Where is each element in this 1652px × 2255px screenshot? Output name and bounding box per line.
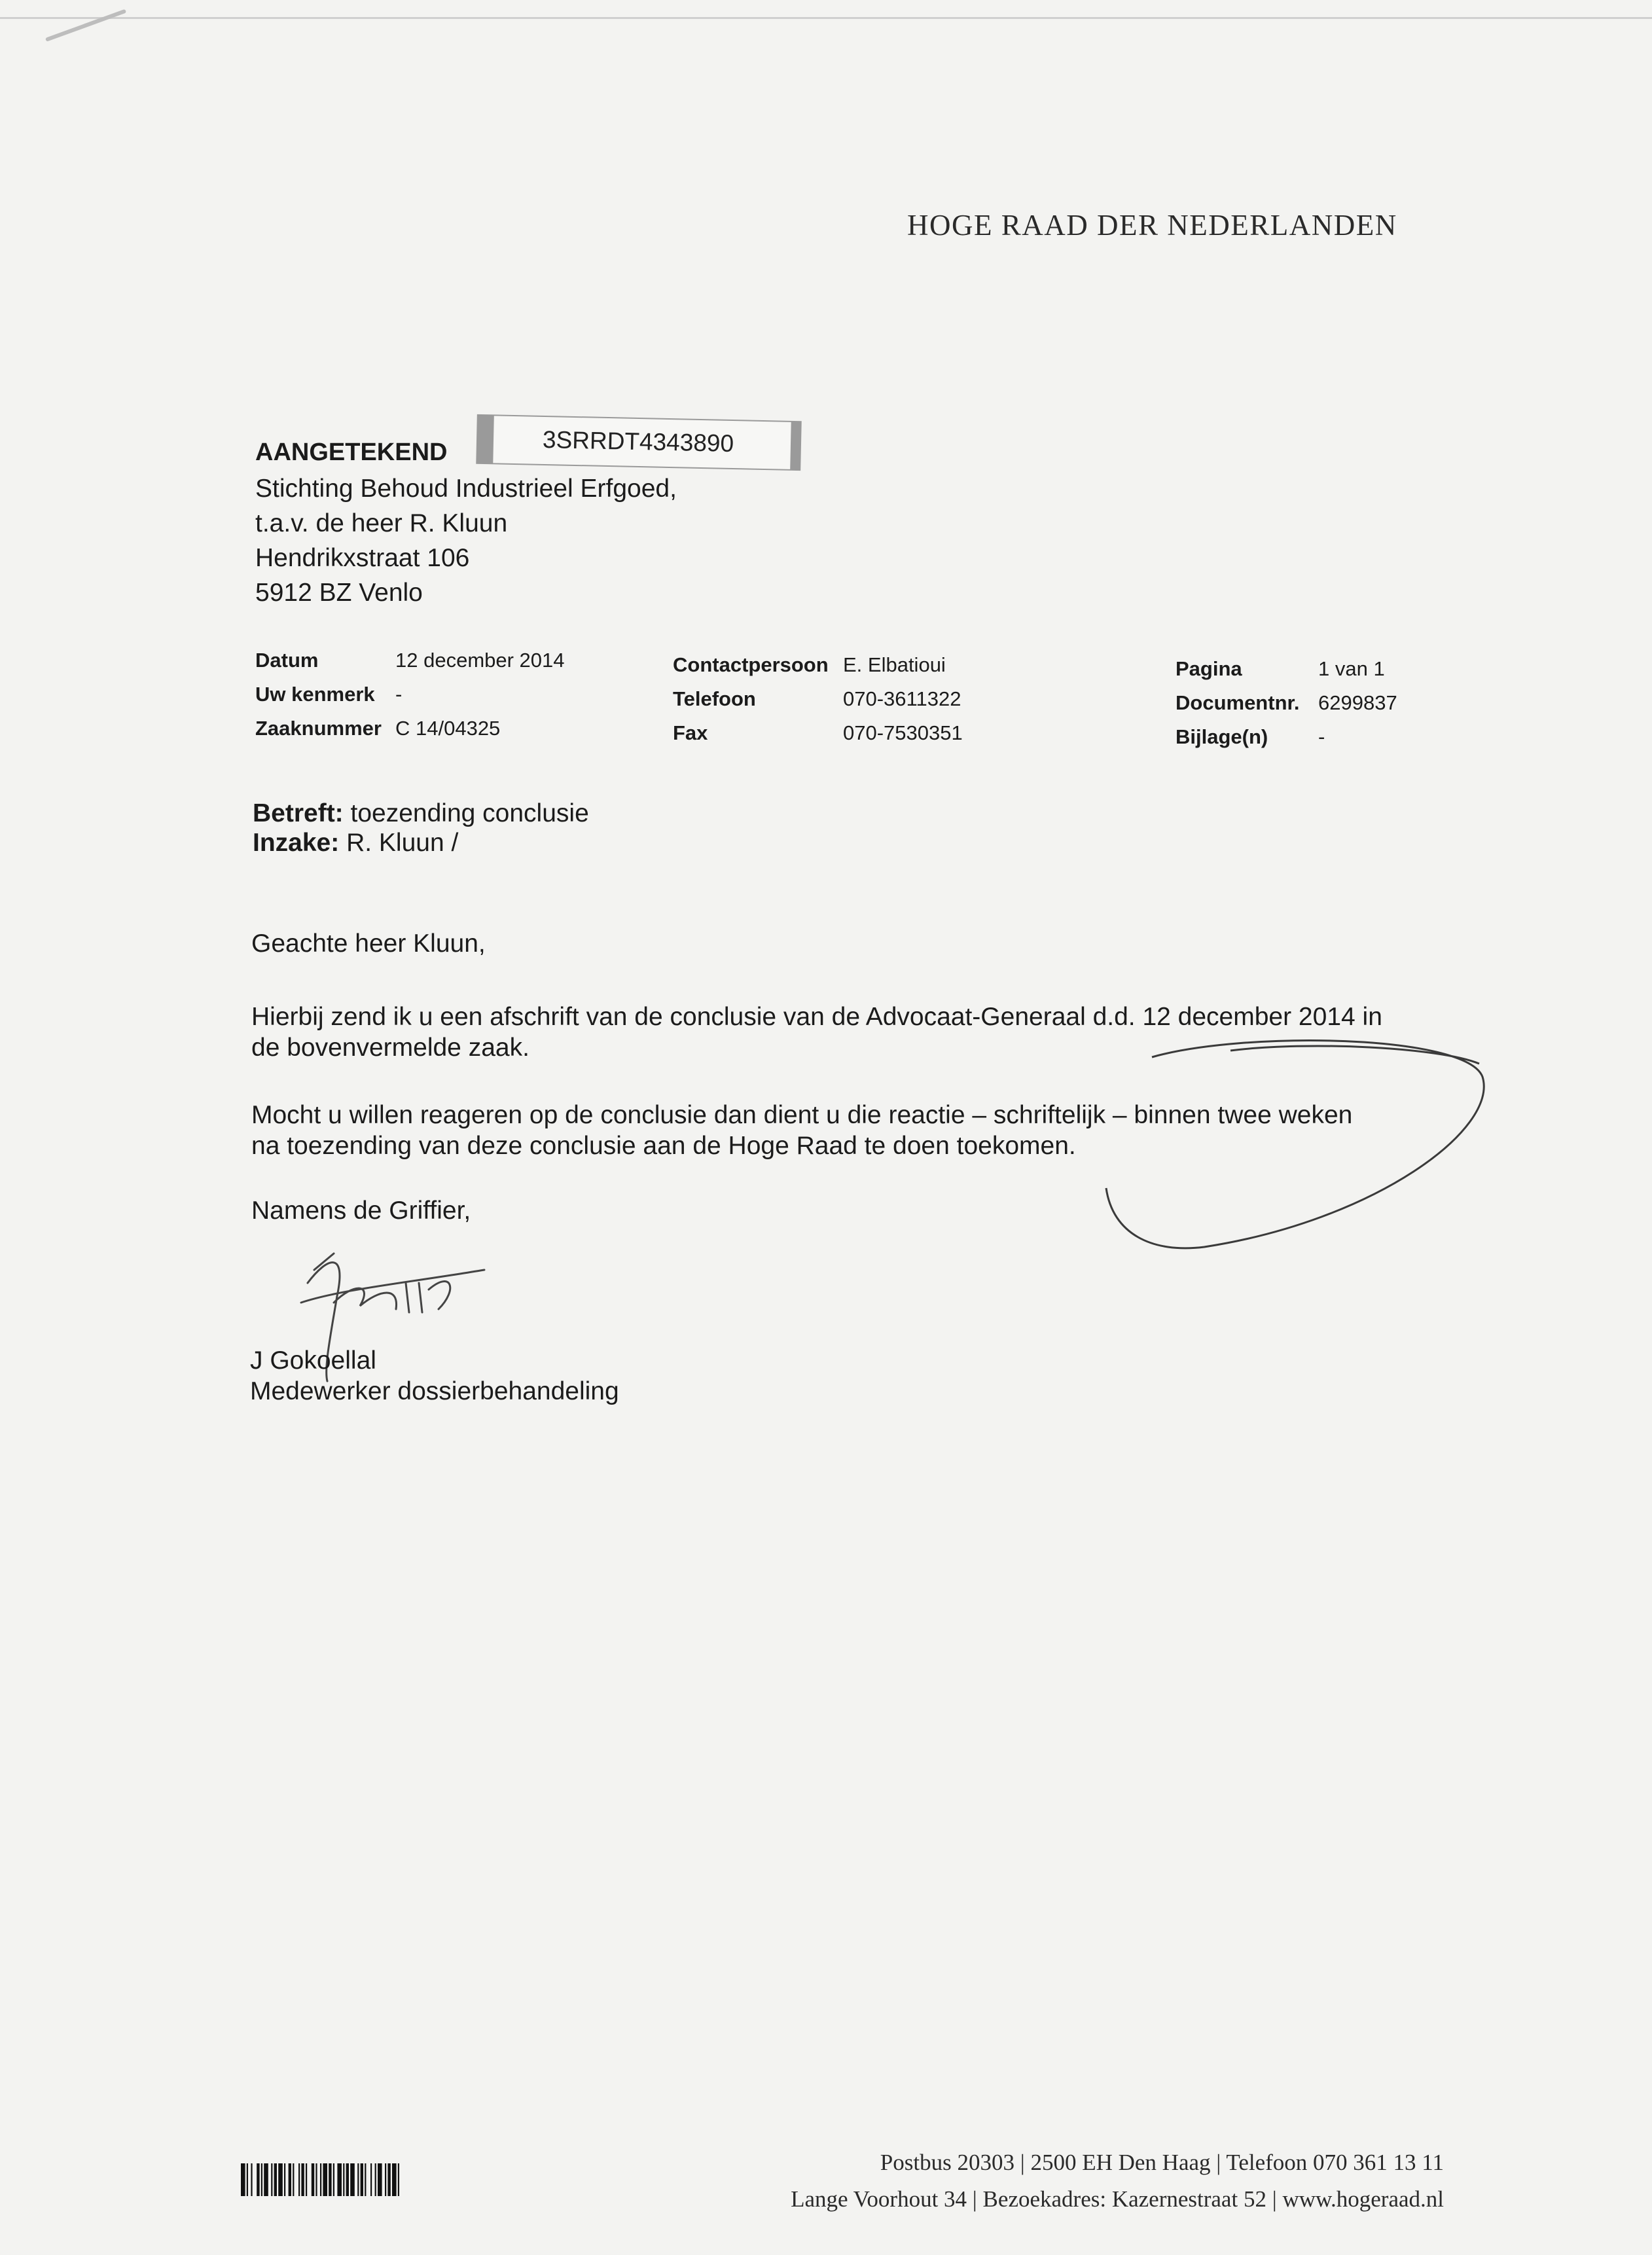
staple-mark	[45, 9, 126, 42]
registered-mail-number: 3SRRDT4343890	[542, 425, 734, 458]
signer-name: J Gokoellal	[250, 1346, 376, 1375]
closing-line: Namens de Griffier,	[251, 1197, 471, 1225]
meta-row-datum	[255, 643, 565, 677]
meta-value: E. Elbatioui	[843, 653, 946, 676]
subject-inzake-value: R. Kluun /	[346, 829, 459, 857]
meta-column-case	[255, 643, 565, 746]
meta-label: Documentnr.	[1176, 691, 1300, 714]
handwritten-oval-annotation	[1073, 1037, 1492, 1254]
meta-value: 070-3611322	[843, 687, 961, 710]
paragraph-line: na toezending van deze conclusie aan de Hoge Raad te doen toekomen.	[251, 1132, 1076, 1160]
meta-row-telefoon	[673, 682, 963, 716]
meta-value: 1 van 1	[1318, 657, 1385, 680]
meta-label: Uw kenmerk	[255, 683, 375, 706]
meta-label: Contactpersoon	[673, 653, 829, 676]
registered-mail-sticker	[476, 414, 801, 471]
meta-value: -	[395, 683, 403, 706]
subject-block	[253, 799, 589, 857]
paragraph-line: Hierbij zend ik u een afschrift van de conclusie van de Advocaat-Generaal d.d. 12 december 2014 in	[251, 1003, 1382, 1031]
meta-value: 6299837	[1318, 691, 1397, 714]
meta-row-documentnr	[1176, 686, 1397, 720]
meta-value: 070-7530351	[843, 721, 963, 744]
recipient-address	[255, 471, 677, 610]
meta-column-document	[1176, 652, 1397, 754]
recipient-line: Stichting Behoud Industrieel Erfgoed,	[255, 475, 677, 503]
signer-role: Medewerker dossierbehandeling	[250, 1377, 619, 1405]
meta-row-bijlagen	[1176, 720, 1397, 754]
meta-value: C 14/04325	[395, 717, 501, 740]
subject-inzake	[253, 828, 589, 857]
meta-label: Fax	[673, 721, 708, 744]
footer-address	[791, 2144, 1444, 2218]
letterhead-title: HOGE RAAD DER NEDERLANDEN	[907, 209, 1397, 242]
meta-value: 12 december 2014	[395, 649, 565, 672]
paragraph-line: Mocht u willen reageren op de conclusie dan dient u die reactie – schriftelijk – binnen twee weken	[251, 1101, 1353, 1129]
subject-betreft-label: Betreft:	[253, 799, 344, 827]
meta-label: Datum	[255, 649, 319, 672]
meta-row-uw-kenmerk	[255, 677, 565, 712]
recipient-line: 5912 BZ Venlo	[255, 579, 423, 607]
registered-mail-label: AANGETEKEND	[255, 439, 448, 466]
signer-block	[250, 1345, 619, 1407]
footer-line-1: Postbus 20303 | 2500 EH Den Haag | Telefoon 070 361 13 11	[880, 2150, 1444, 2175]
meta-label: Bijlage(n)	[1176, 725, 1268, 748]
subject-betreft	[253, 799, 589, 828]
meta-row-contactpersoon	[673, 648, 963, 682]
subject-inzake-label: Inzake:	[253, 829, 340, 857]
recipient-line: Hendrikxstraat 106	[255, 544, 470, 572]
meta-row-zaaknummer	[255, 712, 565, 746]
meta-label: Pagina	[1176, 657, 1242, 680]
meta-value: -	[1318, 725, 1325, 748]
meta-row-pagina	[1176, 652, 1397, 686]
subject-betreft-value: toezending conclusie	[350, 799, 589, 827]
salutation: Geachte heer Kluun,	[251, 929, 486, 958]
paragraph-line: de bovenvermelde zaak.	[251, 1034, 530, 1062]
meta-row-fax	[673, 716, 963, 750]
barcode-icon	[241, 2163, 541, 2196]
page-edge-line	[0, 17, 1652, 19]
meta-column-contact	[673, 648, 963, 750]
footer-line-2: Lange Voorhout 34 | Bezoekadres: Kazernestraat 52 | www.hogeraad.nl	[791, 2186, 1444, 2212]
meta-label: Telefoon	[673, 687, 756, 710]
recipient-line: t.a.v. de heer R. Kluun	[255, 509, 508, 537]
meta-label: Zaaknummer	[255, 717, 382, 740]
